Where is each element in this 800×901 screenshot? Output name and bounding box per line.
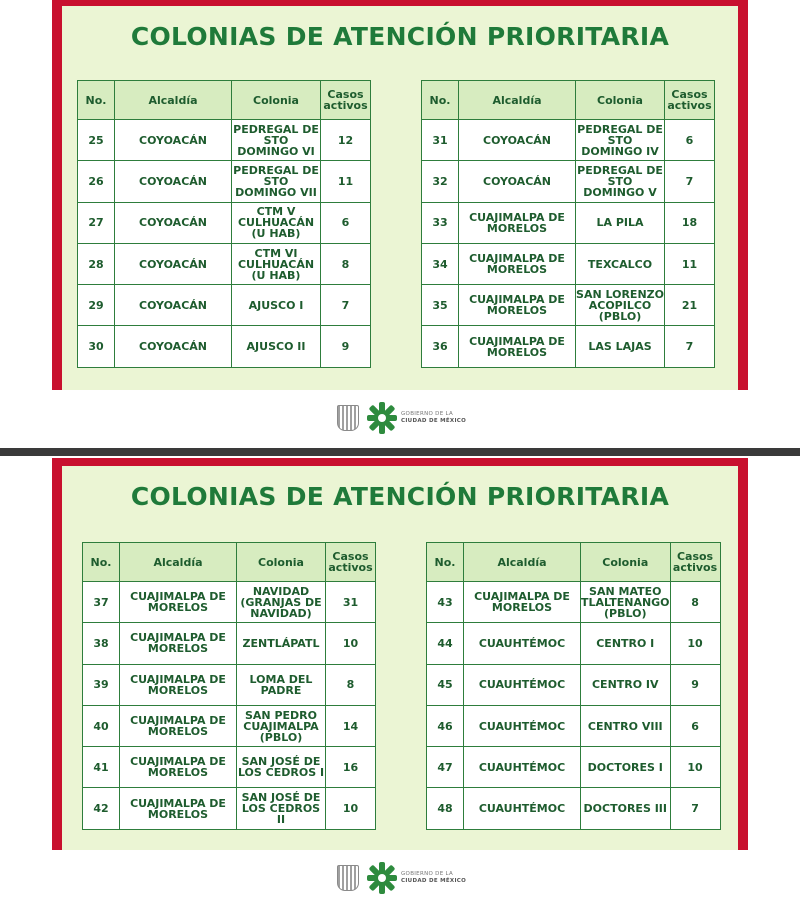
colonias-table-left xyxy=(82,542,376,830)
cell-casos: 18 xyxy=(665,202,715,243)
header-no: No. xyxy=(427,543,464,582)
cell-colonia: DOCTORES III xyxy=(581,788,671,829)
header-casos-activos: Casos activos xyxy=(665,81,715,120)
table-row xyxy=(427,623,721,664)
cell-no: 30 xyxy=(78,326,115,367)
cell-no: 37 xyxy=(83,582,120,623)
logo-line-2: CIUDAD DE MÉXICO xyxy=(401,878,467,884)
header-no: No. xyxy=(422,81,459,120)
cell-alcaldia: COYOACÁN xyxy=(459,120,576,161)
table-row xyxy=(422,161,715,202)
document-page-1 xyxy=(0,0,800,448)
table-row xyxy=(83,664,376,705)
cell-alcaldia: CUAJIMALPA DE MORELOS xyxy=(120,623,237,664)
header-colonia: Colonia xyxy=(232,81,321,120)
cell-casos: 9 xyxy=(670,664,720,705)
page-title: COLONIAS DE ATENCIÓN PRIORITARIA xyxy=(130,22,670,51)
cell-casos: 21 xyxy=(665,285,715,326)
cell-casos: 8 xyxy=(326,664,376,705)
logo-line-1: GOBIERNO DE LA xyxy=(401,411,454,417)
cell-alcaldia: CUAJIMALPA DE MORELOS xyxy=(120,788,237,829)
cell-alcaldia: CUAJIMALPA DE MORELOS xyxy=(120,705,237,746)
coat-of-arms-icon xyxy=(337,405,359,431)
document-page-2 xyxy=(0,456,800,901)
cell-casos: 31 xyxy=(326,582,376,623)
cell-no: 32 xyxy=(422,161,459,202)
cell-casos: 10 xyxy=(670,747,720,788)
table-row xyxy=(427,664,721,705)
cell-casos: 6 xyxy=(665,120,715,161)
table-row xyxy=(427,705,721,746)
cell-no: 27 xyxy=(78,202,115,243)
page-2-panel xyxy=(52,458,748,850)
table-row xyxy=(78,120,371,161)
cell-colonia: CENTRO VIII xyxy=(581,705,671,746)
cell-casos: 7 xyxy=(665,161,715,202)
header-casos-activos: Casos activos xyxy=(670,543,720,582)
table-row xyxy=(83,788,376,829)
cell-no: 42 xyxy=(83,788,120,829)
header-no: No. xyxy=(83,543,120,582)
header-alcaldia: Alcaldía xyxy=(120,543,237,582)
cell-no: 45 xyxy=(427,664,464,705)
coat-of-arms-icon xyxy=(337,865,359,891)
cell-alcaldia: CUAUHTÉMOC xyxy=(464,623,581,664)
cell-alcaldia: CUAJIMALPA DE MORELOS xyxy=(120,664,237,705)
cell-no: 26 xyxy=(78,161,115,202)
cell-no: 40 xyxy=(83,705,120,746)
colonias-table-right xyxy=(426,542,721,830)
page-separator xyxy=(0,448,800,456)
cell-casos: 11 xyxy=(665,243,715,284)
cell-no: 36 xyxy=(422,326,459,367)
cell-alcaldia: CUAJIMALPA DE MORELOS xyxy=(120,582,237,623)
cell-casos: 9 xyxy=(321,326,371,367)
header-no: No. xyxy=(78,81,115,120)
cell-colonia: PEDREGAL DE STO DOMINGO V xyxy=(576,161,665,202)
cell-no: 47 xyxy=(427,747,464,788)
cell-colonia: CENTRO I xyxy=(581,623,671,664)
cell-colonia: LOMA DEL PADRE xyxy=(237,664,326,705)
cell-alcaldia: CUAUHTÉMOC xyxy=(464,788,581,829)
logo-text xyxy=(401,871,466,885)
cell-casos: 16 xyxy=(326,747,376,788)
cell-alcaldia: CUAUHTÉMOC xyxy=(464,705,581,746)
logo-line-1: GOBIERNO DE LA xyxy=(401,871,454,877)
header-casos-activos: Casos activos xyxy=(326,543,376,582)
table-row xyxy=(422,243,715,284)
cell-alcaldia: CUAJIMALPA DE MORELOS xyxy=(459,243,576,284)
cell-colonia: PEDREGAL DE STO DOMINGO IV xyxy=(576,120,665,161)
cell-casos: 6 xyxy=(670,705,720,746)
cell-casos: 8 xyxy=(321,243,371,284)
cell-colonia: SAN PEDRO CUAJIMALPA (PBLO) xyxy=(237,705,326,746)
header-alcaldia: Alcaldía xyxy=(115,81,232,120)
cell-colonia: PEDREGAL DE STO DOMINGO VI xyxy=(232,120,321,161)
cell-casos: 10 xyxy=(670,623,720,664)
cell-casos: 11 xyxy=(321,161,371,202)
cell-no: 35 xyxy=(422,285,459,326)
cell-alcaldia: CUAJIMALPA DE MORELOS xyxy=(464,582,581,623)
page-title: COLONIAS DE ATENCIÓN PRIORITARIA xyxy=(130,482,670,511)
header-alcaldia: Alcaldía xyxy=(464,543,581,582)
cell-no: 46 xyxy=(427,705,464,746)
table-row xyxy=(83,582,376,623)
header-colonia: Colonia xyxy=(576,81,665,120)
cell-colonia: SAN JOSÉ DE LOS CEDROS II xyxy=(237,788,326,829)
gobierno-cdmx-logo xyxy=(337,862,477,894)
table-row xyxy=(78,285,371,326)
cell-alcaldia: CUAUHTÉMOC xyxy=(464,664,581,705)
table-row xyxy=(427,747,721,788)
cell-alcaldia: CUAJIMALPA DE MORELOS xyxy=(459,202,576,243)
logo-line-2: CIUDAD DE MÉXICO xyxy=(401,418,467,424)
cell-casos: 14 xyxy=(326,705,376,746)
cell-no: 29 xyxy=(78,285,115,326)
cell-colonia: PEDREGAL DE STO DOMINGO VII xyxy=(232,161,321,202)
cell-colonia: LA PILA xyxy=(576,202,665,243)
cdmx-emblem-icon xyxy=(367,402,397,434)
header-alcaldia: Alcaldía xyxy=(459,81,576,120)
cell-alcaldia: CUAJIMALPA DE MORELOS xyxy=(120,747,237,788)
cell-no: 44 xyxy=(427,623,464,664)
cell-colonia: AJUSCO I xyxy=(232,285,321,326)
table-row xyxy=(422,285,715,326)
cell-alcaldia: COYOACÁN xyxy=(115,243,232,284)
table-row xyxy=(83,705,376,746)
cell-colonia: TEXCALCO xyxy=(576,243,665,284)
cell-casos: 12 xyxy=(321,120,371,161)
cell-no: 34 xyxy=(422,243,459,284)
cell-no: 28 xyxy=(78,243,115,284)
cell-colonia: SAN LORENZO ACOPILCO (PBLO) xyxy=(576,285,665,326)
cell-casos: 8 xyxy=(670,582,720,623)
table-row xyxy=(78,326,371,367)
cell-no: 33 xyxy=(422,202,459,243)
cell-colonia: NAVIDAD (GRANJAS DE NAVIDAD) xyxy=(237,582,326,623)
table-row xyxy=(427,582,721,623)
table-row xyxy=(422,202,715,243)
cell-no: 41 xyxy=(83,747,120,788)
cell-casos: 10 xyxy=(326,623,376,664)
cell-colonia: CTM VI CULHUACÁN (U HAB) xyxy=(232,243,321,284)
cell-alcaldia: COYOACÁN xyxy=(115,326,232,367)
cell-no: 43 xyxy=(427,582,464,623)
cell-colonia: CTM V CULHUACÁN (U HAB) xyxy=(232,202,321,243)
colonias-table-left xyxy=(77,80,371,368)
header-casos-activos: Casos activos xyxy=(321,81,371,120)
cell-no: 25 xyxy=(78,120,115,161)
cell-casos: 7 xyxy=(670,788,720,829)
table-row xyxy=(427,788,721,829)
table-row xyxy=(422,120,715,161)
cell-alcaldia: CUAJIMALPA DE MORELOS xyxy=(459,285,576,326)
header-colonia: Colonia xyxy=(581,543,671,582)
cell-colonia: CENTRO IV xyxy=(581,664,671,705)
cell-casos: 6 xyxy=(321,202,371,243)
cell-colonia: ZENTLÁPATL xyxy=(237,623,326,664)
cell-alcaldia: COYOACÁN xyxy=(115,202,232,243)
cell-no: 31 xyxy=(422,120,459,161)
cell-colonia: SAN JOSÉ DE LOS CEDROS I xyxy=(237,747,326,788)
header-colonia: Colonia xyxy=(237,543,326,582)
cell-alcaldia: COYOACÁN xyxy=(459,161,576,202)
cell-casos: 10 xyxy=(326,788,376,829)
cell-alcaldia: COYOACÁN xyxy=(115,161,232,202)
cell-no: 39 xyxy=(83,664,120,705)
cell-colonia: AJUSCO II xyxy=(232,326,321,367)
colonias-table-right xyxy=(421,80,715,368)
page-1-panel xyxy=(52,0,748,390)
gobierno-cdmx-logo xyxy=(337,402,477,434)
table-row xyxy=(83,623,376,664)
cell-casos: 7 xyxy=(321,285,371,326)
cell-alcaldia: COYOACÁN xyxy=(115,285,232,326)
table-row xyxy=(83,747,376,788)
table-row xyxy=(78,243,371,284)
cell-no: 38 xyxy=(83,623,120,664)
cell-colonia: SAN MATEO TLALTENANGO (PBLO) xyxy=(581,582,671,623)
cell-alcaldia: CUAUHTÉMOC xyxy=(464,747,581,788)
cell-colonia: DOCTORES I xyxy=(581,747,671,788)
logo-text xyxy=(401,411,466,425)
cell-no: 48 xyxy=(427,788,464,829)
table-row xyxy=(422,326,715,367)
cell-alcaldia: COYOACÁN xyxy=(115,120,232,161)
table-row xyxy=(78,202,371,243)
cdmx-emblem-icon xyxy=(367,862,397,894)
cell-casos: 7 xyxy=(665,326,715,367)
cell-colonia: LAS LAJAS xyxy=(576,326,665,367)
table-row xyxy=(78,161,371,202)
cell-alcaldia: CUAJIMALPA DE MORELOS xyxy=(459,326,576,367)
